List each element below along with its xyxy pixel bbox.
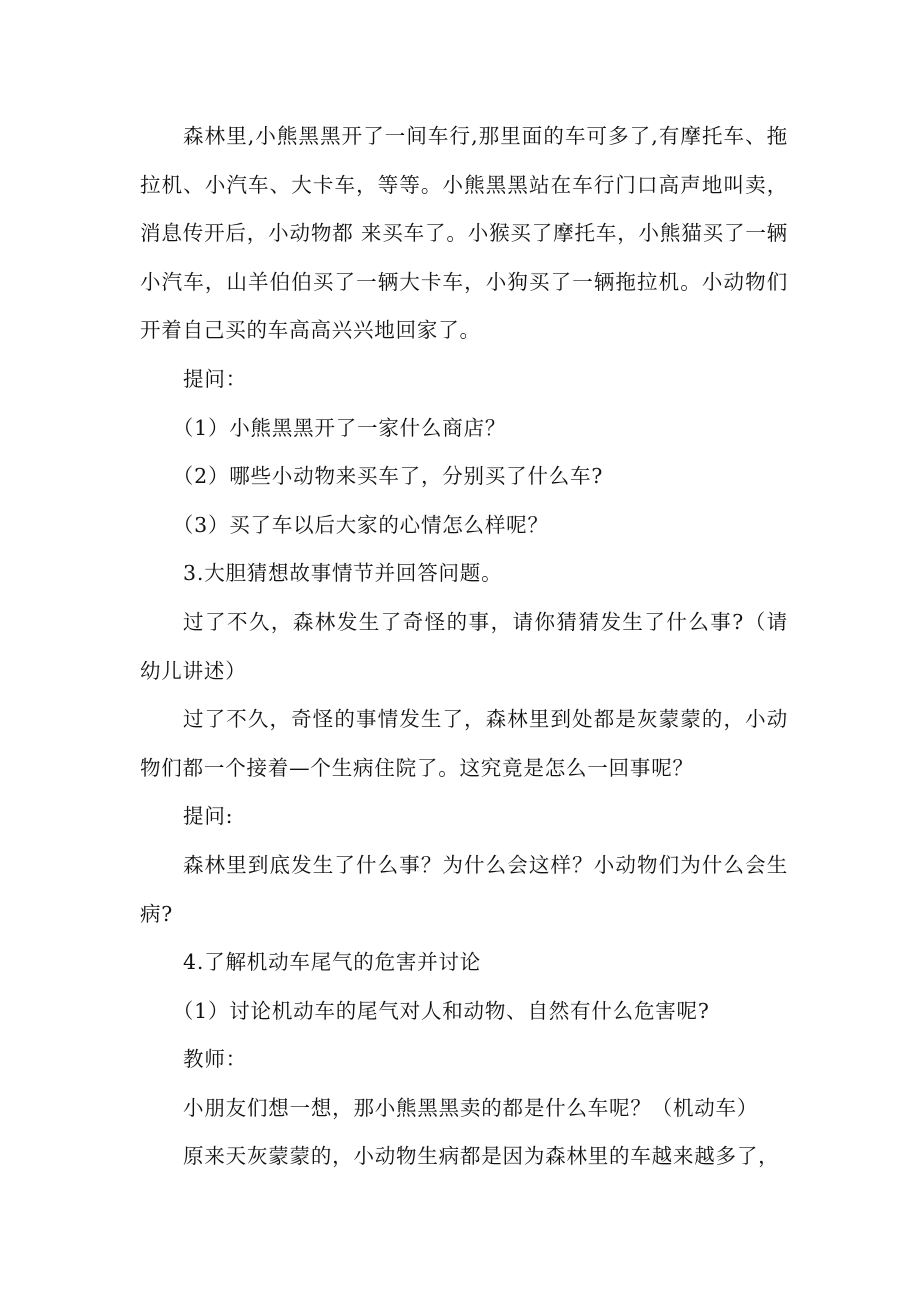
teacher-label: 教师： <box>183 1047 247 1072</box>
section-heading-3: 3.大胆猜想故事情节并回答问题。 <box>183 561 503 586</box>
story-paragraph: 森林里,小熊黑黑开了一间车行,那里面的车可多了,有摩托车、拖拉机、小汽车、大卡车，等等。小熊黑黑站在车行门口高声地叫卖，消息传开后，小动物都 来买车了。小猴买了摩托车，小熊猫买了一辆小汽车，山羊伯伯买了一辆大卡车，小狗买了一辆拖拉机。小动物们开着自己买的车高高兴兴地回家了。 <box>140 124 788 343</box>
question-heading: 提问： <box>183 366 247 391</box>
question-item-1: （1）小熊黑黑开了一家什么商店？ <box>172 415 507 440</box>
discussion-item-1: （1）讨论机动车的尾气对人和动物、自然有什么危害呢? <box>172 998 710 1023</box>
document-body <box>140 112 788 1181</box>
guess-paragraph: 过了不久，森林发生了奇怪的事，请你猜猜发生了什么事?（请幼儿讲述） <box>140 609 788 683</box>
question-item-3: （3）买了车以后大家的心情怎么样呢？ <box>172 512 549 537</box>
question-paragraph: 森林里到底发生了什么事？为什么会这样？小动物们为什么会生病? <box>140 852 788 926</box>
section-heading-4: 4.了解机动车尾气的危害并讨论 <box>183 950 482 975</box>
story-continuation-paragraph: 过了不久，奇怪的事情发生了，森林里到处都是灰蒙蒙的，小动物们都一个接着—个生病住院了。这究竟是怎么一回事呢？ <box>140 707 788 780</box>
question-item-2: （2）哪些小动物来买车了，分别买了什么车? <box>172 464 604 489</box>
question-heading-2: 提问: <box>183 804 234 829</box>
teacher-question-paragraph: 小朋友们想一想，那小熊黑黑卖的都是什么车呢？（机动车） <box>183 1095 759 1120</box>
explanation-paragraph: 原来天灰蒙蒙的，小动物生病都是因为森林里的车越来越多了， <box>183 1144 780 1169</box>
